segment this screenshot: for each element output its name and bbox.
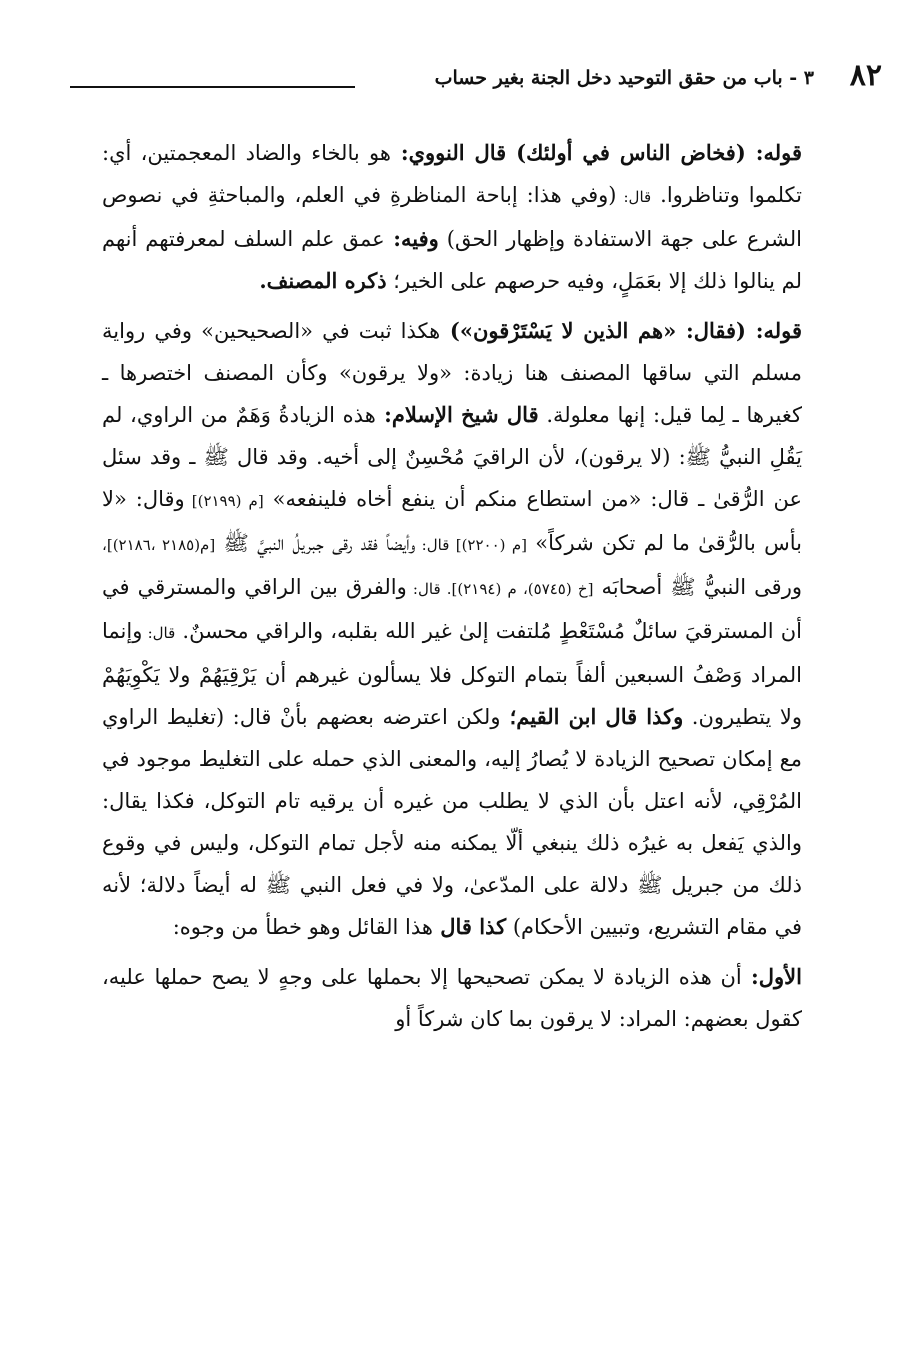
- body-text-run: عمق علم السلف لمعرفتهم أنهم لم ينالوا ذلك إلا بعَمَلٍ، وفيه حرصهم على الخير؛: [102, 227, 802, 293]
- body-text-run: وقال: «لا بأس بالرُّقىٰ ما لم تكن شركاً»: [102, 487, 803, 555]
- bold-text: وكذا قال ابن القيم؛: [500, 704, 684, 729]
- body-text-run: أن هذه الزيادة لا يمكن تصحيحها إلا بحملها على وجهٍ لا يصح حملها عليه، كقول بعضهم: المراد: لا يرقون بما كان شركاً أو: [102, 965, 802, 1031]
- citation-text: [خ (٥٧٤٥)، م (٢١٩٤)]. قال:: [406, 580, 594, 598]
- body-text-run: ورقى النبيُّ ﷺ أصحابَه: [593, 575, 803, 599]
- body-text-run: هذه الزيادةُ وَهَمٌ من الراوي، لم يَقُلِ النبيُّ ﷺ: (لا يرقون)، لأن الراقيَ مُحْسِنٌ إلى أخيه. وقد قال ﷺ ـ وقد سئل عن الرُّقىٰ ـ قال: «من استطاع منكم أن ينفع أخاه فلينفعه»: [102, 403, 802, 511]
- body-text: [102, 132, 802, 1048]
- page-number: ٨٢: [849, 58, 882, 93]
- citation-text: [م (٢٢٠٠)] قال:: [415, 536, 527, 554]
- body-text-run: وأيضاً فقد رقى جبريلُ النبيَّ ﷺ: [215, 531, 416, 555]
- body-text-run: هذا القائل وهو خطأ من وجوه:: [172, 915, 433, 939]
- page-header: [70, 56, 882, 102]
- bold-text: قوله:: [745, 318, 802, 343]
- bold-text: كذا قال: [432, 914, 507, 939]
- citation-text: [م (٢١٩٩)]: [184, 492, 264, 510]
- body-text-run: (وفي هذا: إباحة المناظرةِ في العلم، والمباحثةِ في نصوص الشرع على جهة الاستفادة وإظهار الحق): [102, 183, 802, 251]
- body-text-run: وإنما المراد وَصْفُ السبعين ألفاً بتمام التوكل فلا يسألون غيرهم أن يَرْقِيَهُمْ ولا يَكْوِيَهُمْ ولا يتطيرون.: [102, 619, 802, 729]
- body-text-run: ولكن اعترضه بعضهم بأنْ قال: (تغليط الراوي مع إمكان تصحيح الزيادة لا يُصارُ إليه، والمعنى الذي حمله على التغليط موجود في المُرْقِي، لأنه اعتل بأن الذي لا يطلب من غيره أن يرقيه تام التوكل، فكذا يقال: والذي يَفعل به غيرُه ذلك ينبغي ألّا يمكنه منه لأجل تمام التوكل، وليس في وقوع ذلك من جبريل ﷺ دلالة على المدّعىٰ، ولا في فعل النبي ﷺ له أيضاً دلالة؛ لأنه في مقام التشريع، وتبيين الأحكام): [102, 705, 802, 939]
- body-text-run: هو بالخاء والضاد المعجمتين، أي: تكلموا وتناظروا.: [102, 141, 802, 207]
- body-text-run: هكذا ثبت في «الصحيحين» وفي رواية مسلم التي ساقها المصنف هنا زيادة: «ولا يرقون» وكأن المصنف اختصرها ـ كغيرها ـ لِما قيل: إنها معلولة.: [102, 319, 802, 427]
- running-title: ٣ - باب من حقق التوحيد دخل الجنة بغير حساب: [434, 67, 814, 89]
- bold-text: قال شيخ الإسلام:: [375, 402, 539, 427]
- citation-text: قال:: [616, 188, 652, 206]
- bold-text: (فخاض الناس في أولئك) قال النووي:: [390, 140, 746, 165]
- bold-text: وفيه:: [384, 226, 439, 251]
- bold-text: (فقال: «هم الذين لا يَسْتَرْقون»): [440, 318, 746, 343]
- header-rule: [70, 86, 355, 88]
- paragraph-p3: [102, 956, 802, 1040]
- bold-text: قوله:: [745, 140, 802, 165]
- paragraph-p2: [102, 310, 802, 948]
- bold-text: ذكره المصنف.: [259, 268, 387, 293]
- citation-text: [م(٢١٨٥ ،٢١٨٦)]،: [102, 536, 216, 554]
- body-text-run: والفرق بين الراقي والمسترقي في أن المسترقيَ سائلٌ مُسْتَعْطٍ مُلتفت إلىٰ غير الله بقلبه، والراقي محسنٌ.: [102, 575, 802, 643]
- citation-text: قال:: [142, 624, 176, 642]
- paragraph-p1: [102, 132, 802, 302]
- bold-text: الأول:: [741, 964, 802, 989]
